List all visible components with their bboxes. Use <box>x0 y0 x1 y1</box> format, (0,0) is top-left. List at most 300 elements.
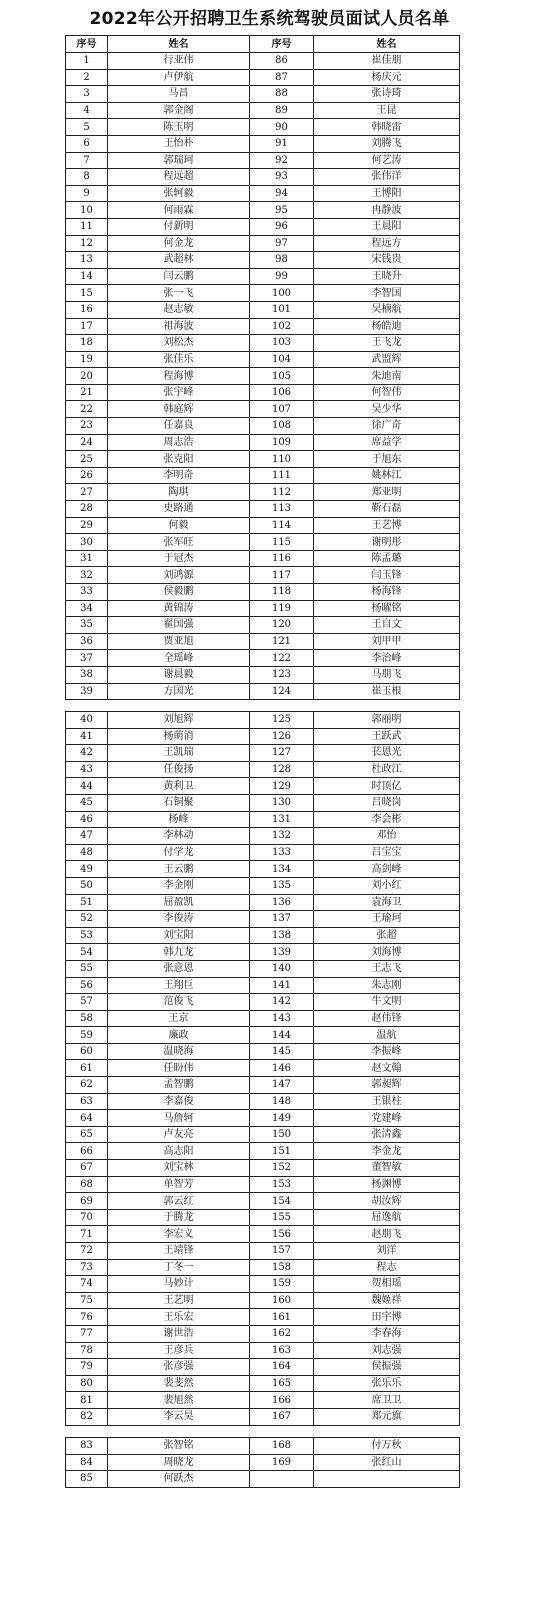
name-cell: 席卫卫 <box>314 1392 460 1409</box>
serial-number-cell: 95 <box>250 202 314 219</box>
table-row <box>66 1126 460 1143</box>
table-row <box>66 235 460 252</box>
name-cell: 王晓升 <box>314 268 460 285</box>
serial-number-cell: 49 <box>66 861 108 878</box>
serial-number-cell: 98 <box>250 252 314 269</box>
name-cell: 张智铭 <box>108 1438 250 1455</box>
name-cell: 赵志敏 <box>108 301 250 318</box>
serial-number-cell: 156 <box>250 1226 314 1243</box>
serial-number-cell: 46 <box>66 811 108 828</box>
serial-number-cell: 128 <box>250 761 314 778</box>
serial-number-cell: 43 <box>66 761 108 778</box>
serial-number-cell: 116 <box>250 550 314 567</box>
serial-number-cell: 162 <box>250 1325 314 1342</box>
name-cell: 程海博 <box>108 368 250 385</box>
name-cell: 邓怡 <box>314 828 460 845</box>
serial-number-cell: 99 <box>250 268 314 285</box>
name-cell: 赵朋飞 <box>314 1226 460 1243</box>
serial-number-cell: 126 <box>250 728 314 745</box>
serial-number-cell: 131 <box>250 811 314 828</box>
table-row <box>66 1243 460 1260</box>
name-cell: 谢明彤 <box>314 534 460 551</box>
serial-number-cell: 7 <box>66 152 108 169</box>
name-cell: 贺相瑶 <box>314 1276 460 1293</box>
serial-number-cell: 73 <box>66 1259 108 1276</box>
name-cell: 韩晓雷 <box>314 119 460 136</box>
name-cell: 付新明 <box>108 218 250 235</box>
serial-number-cell: 89 <box>250 102 314 119</box>
serial-number-cell: 50 <box>66 877 108 894</box>
table-row <box>66 745 460 762</box>
name-cell: 时顶亿 <box>314 778 460 795</box>
table-row <box>66 1342 460 1359</box>
serial-number-cell: 165 <box>250 1375 314 1392</box>
name-cell: 全瑶峰 <box>108 650 250 667</box>
name-cell: 吴楠航 <box>314 301 460 318</box>
name-cell: 王博阳 <box>314 185 460 202</box>
table-row <box>66 550 460 567</box>
name-cell: 马昌 <box>108 86 250 103</box>
name-cell: 胡汝辉 <box>314 1193 460 1210</box>
serial-number-cell: 168 <box>250 1438 314 1455</box>
name-cell: 翟国强 <box>108 617 250 634</box>
name-cell: 周晓龙 <box>108 1454 250 1471</box>
table-row <box>66 712 460 729</box>
name-cell: 刘洋 <box>314 1243 460 1260</box>
table-row <box>66 268 460 285</box>
table-row <box>66 351 460 368</box>
table-row <box>66 218 460 235</box>
serial-number-cell: 135 <box>250 877 314 894</box>
name-cell: 王跃武 <box>314 728 460 745</box>
serial-number-cell: 28 <box>66 501 108 518</box>
serial-number-cell: 71 <box>66 1226 108 1243</box>
serial-number-cell: 83 <box>66 1438 108 1455</box>
name-cell: 张超 <box>314 927 460 944</box>
name-cell: 何智伟 <box>314 384 460 401</box>
name-cell: 郭瑞珂 <box>108 152 250 169</box>
serial-number-cell: 160 <box>250 1292 314 1309</box>
table-row <box>66 600 460 617</box>
name-cell: 张诗琦 <box>314 86 460 103</box>
serial-number-cell: 113 <box>250 501 314 518</box>
name-cell: 冉静波 <box>314 202 460 219</box>
roster-table-page-1 <box>65 35 460 700</box>
table-row <box>66 1292 460 1309</box>
table-row <box>66 301 460 318</box>
serial-number-cell: 38 <box>66 666 108 683</box>
name-cell: 陶琪 <box>108 484 250 501</box>
table-row <box>66 1259 460 1276</box>
table-row <box>66 1176 460 1193</box>
table-row <box>66 318 460 335</box>
serial-number-cell: 110 <box>250 451 314 468</box>
serial-number-cell: 17 <box>66 318 108 335</box>
serial-number-cell: 166 <box>250 1392 314 1409</box>
serial-number-cell: 63 <box>66 1093 108 1110</box>
name-cell: 张一飞 <box>108 285 250 302</box>
roster-table-page-3 <box>65 1437 460 1488</box>
serial-number-cell: 67 <box>66 1160 108 1177</box>
serial-number-cell: 32 <box>66 567 108 584</box>
serial-number-cell: 107 <box>250 401 314 418</box>
serial-number-cell: 154 <box>250 1193 314 1210</box>
serial-number-cell: 88 <box>250 86 314 103</box>
name-cell: 杨渊博 <box>314 1176 460 1193</box>
serial-number-cell: 108 <box>250 418 314 435</box>
name-cell: 方国光 <box>108 683 250 700</box>
name-cell: 张彦强 <box>108 1359 250 1376</box>
serial-number-cell: 48 <box>66 844 108 861</box>
table-row <box>66 1454 460 1471</box>
serial-number-cell: 132 <box>250 828 314 845</box>
name-cell: 何金龙 <box>108 235 250 252</box>
serial-number-cell: 13 <box>66 252 108 269</box>
table-row <box>66 418 460 435</box>
serial-number-cell: 130 <box>250 794 314 811</box>
serial-number-cell: 74 <box>66 1276 108 1293</box>
serial-number-cell: 10 <box>66 202 108 219</box>
name-cell: 于冠杰 <box>108 550 250 567</box>
serial-number-cell: 82 <box>66 1408 108 1425</box>
name-cell: 谢晨毅 <box>108 666 250 683</box>
name-cell: 张克阳 <box>108 451 250 468</box>
table-row <box>66 1043 460 1060</box>
name-cell: 闫玉锋 <box>314 567 460 584</box>
name-cell: 张军旺 <box>108 534 250 551</box>
table-row <box>66 1110 460 1127</box>
serial-number-cell: 150 <box>250 1126 314 1143</box>
name-cell: 张清鑫 <box>314 1126 460 1143</box>
name-cell: 党建峰 <box>314 1110 460 1127</box>
table-row <box>66 1060 460 1077</box>
name-cell: 席益学 <box>314 434 460 451</box>
serial-number-cell: 9 <box>66 185 108 202</box>
name-cell: 卢友亮 <box>108 1126 250 1143</box>
table-row <box>66 844 460 861</box>
serial-number-cell: 14 <box>66 268 108 285</box>
table-row <box>66 534 460 551</box>
name-cell: 杨皓迪 <box>314 318 460 335</box>
serial-number-cell: 29 <box>66 517 108 534</box>
serial-number-cell: 152 <box>250 1160 314 1177</box>
name-cell: 张佳乐 <box>108 351 250 368</box>
table-row <box>66 185 460 202</box>
name-cell: 李智国 <box>314 285 460 302</box>
name-cell: 何跃杰 <box>108 1471 250 1488</box>
name-cell: 王艺博 <box>314 517 460 534</box>
name-cell: 史路通 <box>108 501 250 518</box>
name-cell: 董智敏 <box>314 1160 460 1177</box>
name-cell: 刘海博 <box>314 944 460 961</box>
serial-number-cell: 33 <box>66 584 108 601</box>
serial-number-cell: 54 <box>66 944 108 961</box>
name-cell: 刘宝林 <box>108 1160 250 1177</box>
name-cell: 马妙计 <box>108 1276 250 1293</box>
name-cell: 魏姬祥 <box>314 1292 460 1309</box>
table-row <box>66 1471 460 1488</box>
serial-number-cell: 129 <box>250 778 314 795</box>
name-cell: 宋钱贵 <box>314 252 460 269</box>
name-cell: 郑元旗 <box>314 1408 460 1425</box>
roster-table-page-2 <box>65 711 460 1426</box>
header-serial-number: 序号 <box>66 36 108 53</box>
name-cell: 王志飞 <box>314 960 460 977</box>
serial-number-cell: 68 <box>66 1176 108 1193</box>
name-cell: 朱志刚 <box>314 977 460 994</box>
name-cell: 何雨霖 <box>108 202 250 219</box>
name-cell: 杨峰 <box>108 811 250 828</box>
name-cell: 朱迪南 <box>314 368 460 385</box>
table-row <box>66 1392 460 1409</box>
name-cell: 刘小红 <box>314 877 460 894</box>
name-cell: 吕宝宝 <box>314 844 460 861</box>
serial-number-cell: 133 <box>250 844 314 861</box>
table-row <box>66 152 460 169</box>
serial-number-cell: 55 <box>66 960 108 977</box>
table-row <box>66 501 460 518</box>
serial-number-cell: 20 <box>66 368 108 385</box>
name-cell: 田宇博 <box>314 1309 460 1326</box>
name-cell: 杨萌消 <box>108 728 250 745</box>
name-cell: 刘甲甲 <box>314 633 460 650</box>
serial-number-cell: 155 <box>250 1209 314 1226</box>
name-cell: 卢伊航 <box>108 69 250 86</box>
serial-number-cell: 69 <box>66 1193 108 1210</box>
serial-number-cell: 91 <box>250 135 314 152</box>
table-row <box>66 1276 460 1293</box>
serial-number-cell: 37 <box>66 650 108 667</box>
table-row <box>66 1160 460 1177</box>
name-cell: 李金刚 <box>108 877 250 894</box>
table-row <box>66 1438 460 1455</box>
serial-number-cell: 1 <box>66 53 108 70</box>
table-row <box>66 650 460 667</box>
name-cell: 姚林江 <box>314 467 460 484</box>
name-cell: 郭丽明 <box>314 712 460 729</box>
serial-number-cell: 163 <box>250 1342 314 1359</box>
serial-number-cell: 58 <box>66 1010 108 1027</box>
name-cell: 张意恩 <box>108 960 250 977</box>
table-row <box>66 778 460 795</box>
name-cell: 吴少华 <box>314 401 460 418</box>
name-cell: 于旭东 <box>314 451 460 468</box>
name-cell: 杜政江 <box>314 761 460 778</box>
name-cell: 赵文翰 <box>314 1060 460 1077</box>
name-cell: 杨海锋 <box>314 584 460 601</box>
serial-number-cell: 53 <box>66 927 108 944</box>
serial-number-cell: 19 <box>66 351 108 368</box>
serial-number-cell: 22 <box>66 401 108 418</box>
name-cell: 王凯瑞 <box>108 745 250 762</box>
serial-number-cell: 109 <box>250 434 314 451</box>
serial-number-cell: 117 <box>250 567 314 584</box>
name-cell: 刘腾飞 <box>314 135 460 152</box>
serial-number-cell: 12 <box>66 235 108 252</box>
name-cell: 苌恩光 <box>314 745 460 762</box>
table-row <box>66 368 460 385</box>
serial-number-cell: 78 <box>66 1342 108 1359</box>
table-row <box>66 517 460 534</box>
serial-number-cell: 2 <box>66 69 108 86</box>
serial-number-cell: 157 <box>250 1243 314 1260</box>
serial-number-cell: 140 <box>250 960 314 977</box>
name-cell: 屈盈凯 <box>108 894 250 911</box>
name-cell: 徐广奇 <box>314 418 460 435</box>
table-row <box>66 1143 460 1160</box>
serial-number-cell: 23 <box>66 418 108 435</box>
serial-number-cell: 56 <box>66 977 108 994</box>
table-row <box>66 451 460 468</box>
name-cell: 付学龙 <box>108 844 250 861</box>
table-row <box>66 794 460 811</box>
serial-number-cell: 30 <box>66 534 108 551</box>
name-cell: 李治峰 <box>314 650 460 667</box>
serial-number-cell: 139 <box>250 944 314 961</box>
serial-number-cell: 41 <box>66 728 108 745</box>
name-cell: 陈玉明 <box>108 119 250 136</box>
name-cell: 马朋飞 <box>314 666 460 683</box>
serial-number-cell: 42 <box>66 745 108 762</box>
serial-number-cell: 77 <box>66 1325 108 1342</box>
name-cell: 单智芳 <box>108 1176 250 1193</box>
serial-number-cell: 148 <box>250 1093 314 1110</box>
serial-number-cell: 60 <box>66 1043 108 1060</box>
serial-number-cell: 93 <box>250 169 314 186</box>
table-row <box>66 1193 460 1210</box>
serial-number-cell: 15 <box>66 285 108 302</box>
serial-number-cell: 44 <box>66 778 108 795</box>
name-cell: 祖海波 <box>108 318 250 335</box>
table-row <box>66 828 460 845</box>
serial-number-cell: 142 <box>250 994 314 1011</box>
name-cell: 李会彬 <box>314 811 460 828</box>
serial-number-cell: 169 <box>250 1454 314 1471</box>
name-cell: 刘宝阳 <box>108 927 250 944</box>
serial-number-cell: 76 <box>66 1309 108 1326</box>
name-cell: 丁冬一 <box>108 1259 250 1276</box>
serial-number-cell: 141 <box>250 977 314 994</box>
serial-number-cell: 151 <box>250 1143 314 1160</box>
name-cell: 裴斐然 <box>108 1375 250 1392</box>
name-cell: 李嘉俊 <box>108 1093 250 1110</box>
serial-number-cell: 161 <box>250 1309 314 1326</box>
name-cell: 赵伟锋 <box>314 1010 460 1027</box>
serial-number-cell: 3 <box>66 86 108 103</box>
serial-number-cell: 40 <box>66 712 108 729</box>
name-cell: 刘旭辉 <box>108 712 250 729</box>
table-row <box>66 484 460 501</box>
table-row <box>66 811 460 828</box>
name-cell: 陈孟璐 <box>314 550 460 567</box>
name-cell: 李振峰 <box>314 1043 460 1060</box>
name-cell: 李金龙 <box>314 1143 460 1160</box>
name-cell: 行亚伟 <box>108 53 250 70</box>
name-cell: 李云昊 <box>108 1408 250 1425</box>
serial-number-cell: 143 <box>250 1010 314 1027</box>
table-row <box>66 434 460 451</box>
table-row <box>66 1226 460 1243</box>
serial-number-cell: 120 <box>250 617 314 634</box>
serial-number-cell: 62 <box>66 1077 108 1094</box>
name-cell: 孟智鹏 <box>108 1077 250 1094</box>
name-cell: 刘鸿源 <box>108 567 250 584</box>
name-cell: 张轲毅 <box>108 185 250 202</box>
name-cell: 李林动 <box>108 828 250 845</box>
table-row <box>66 683 460 700</box>
name-cell: 武超林 <box>108 252 250 269</box>
serial-number-cell: 94 <box>250 185 314 202</box>
name-cell: 屈逸航 <box>314 1209 460 1226</box>
serial-number-cell: 100 <box>250 285 314 302</box>
name-cell: 李明奇 <box>108 467 250 484</box>
serial-number-cell: 26 <box>66 467 108 484</box>
table-row <box>66 666 460 683</box>
serial-number-cell: 92 <box>250 152 314 169</box>
serial-number-cell: 35 <box>66 617 108 634</box>
name-cell: 王银柱 <box>314 1093 460 1110</box>
serial-number-cell: 121 <box>250 633 314 650</box>
serial-number-cell: 36 <box>66 633 108 650</box>
name-cell: 黄锦涛 <box>108 600 250 617</box>
name-cell: 王自文 <box>314 617 460 634</box>
name-cell: 高剑峰 <box>314 861 460 878</box>
name-cell: 刘志强 <box>314 1342 460 1359</box>
name-cell: 王晨阳 <box>314 218 460 235</box>
table-row <box>66 1209 460 1226</box>
name-cell: 温晓海 <box>108 1043 250 1060</box>
name-cell: 张伟洋 <box>314 169 460 186</box>
table-row <box>66 1093 460 1110</box>
name-cell: 范俊飞 <box>108 994 250 1011</box>
table-row <box>66 1375 460 1392</box>
table-header-row <box>66 36 460 53</box>
name-cell: 任俊扬 <box>108 761 250 778</box>
serial-number-cell: 122 <box>250 650 314 667</box>
serial-number-cell: 144 <box>250 1027 314 1044</box>
serial-number-cell: 51 <box>66 894 108 911</box>
table-row <box>66 761 460 778</box>
name-cell: 崔佳朋 <box>314 53 460 70</box>
table-row <box>66 861 460 878</box>
table-row <box>66 1408 460 1425</box>
serial-number-cell: 145 <box>250 1043 314 1060</box>
table-row <box>66 53 460 70</box>
serial-number-cell: 80 <box>66 1375 108 1392</box>
table-row <box>66 1359 460 1376</box>
name-cell: 杨曜铭 <box>314 600 460 617</box>
table-row <box>66 285 460 302</box>
serial-number-cell: 115 <box>250 534 314 551</box>
serial-number-cell: 105 <box>250 368 314 385</box>
table-row <box>66 927 460 944</box>
serial-number-cell: 24 <box>66 434 108 451</box>
serial-number-cell: 57 <box>66 994 108 1011</box>
serial-number-cell: 6 <box>66 135 108 152</box>
name-cell: 任盼伟 <box>108 1060 250 1077</box>
serial-number-cell: 66 <box>66 1143 108 1160</box>
serial-number-cell: 104 <box>250 351 314 368</box>
serial-number-cell: 84 <box>66 1454 108 1471</box>
name-cell: 王昆 <box>314 102 460 119</box>
name-cell: 崔玉根 <box>314 683 460 700</box>
name-cell: 牛文明 <box>314 994 460 1011</box>
serial-number-cell: 106 <box>250 384 314 401</box>
name-cell: 裴旭然 <box>108 1392 250 1409</box>
header-name: 姓名 <box>108 36 250 53</box>
name-cell: 谢世浩 <box>108 1325 250 1342</box>
serial-number-cell: 64 <box>66 1110 108 1127</box>
